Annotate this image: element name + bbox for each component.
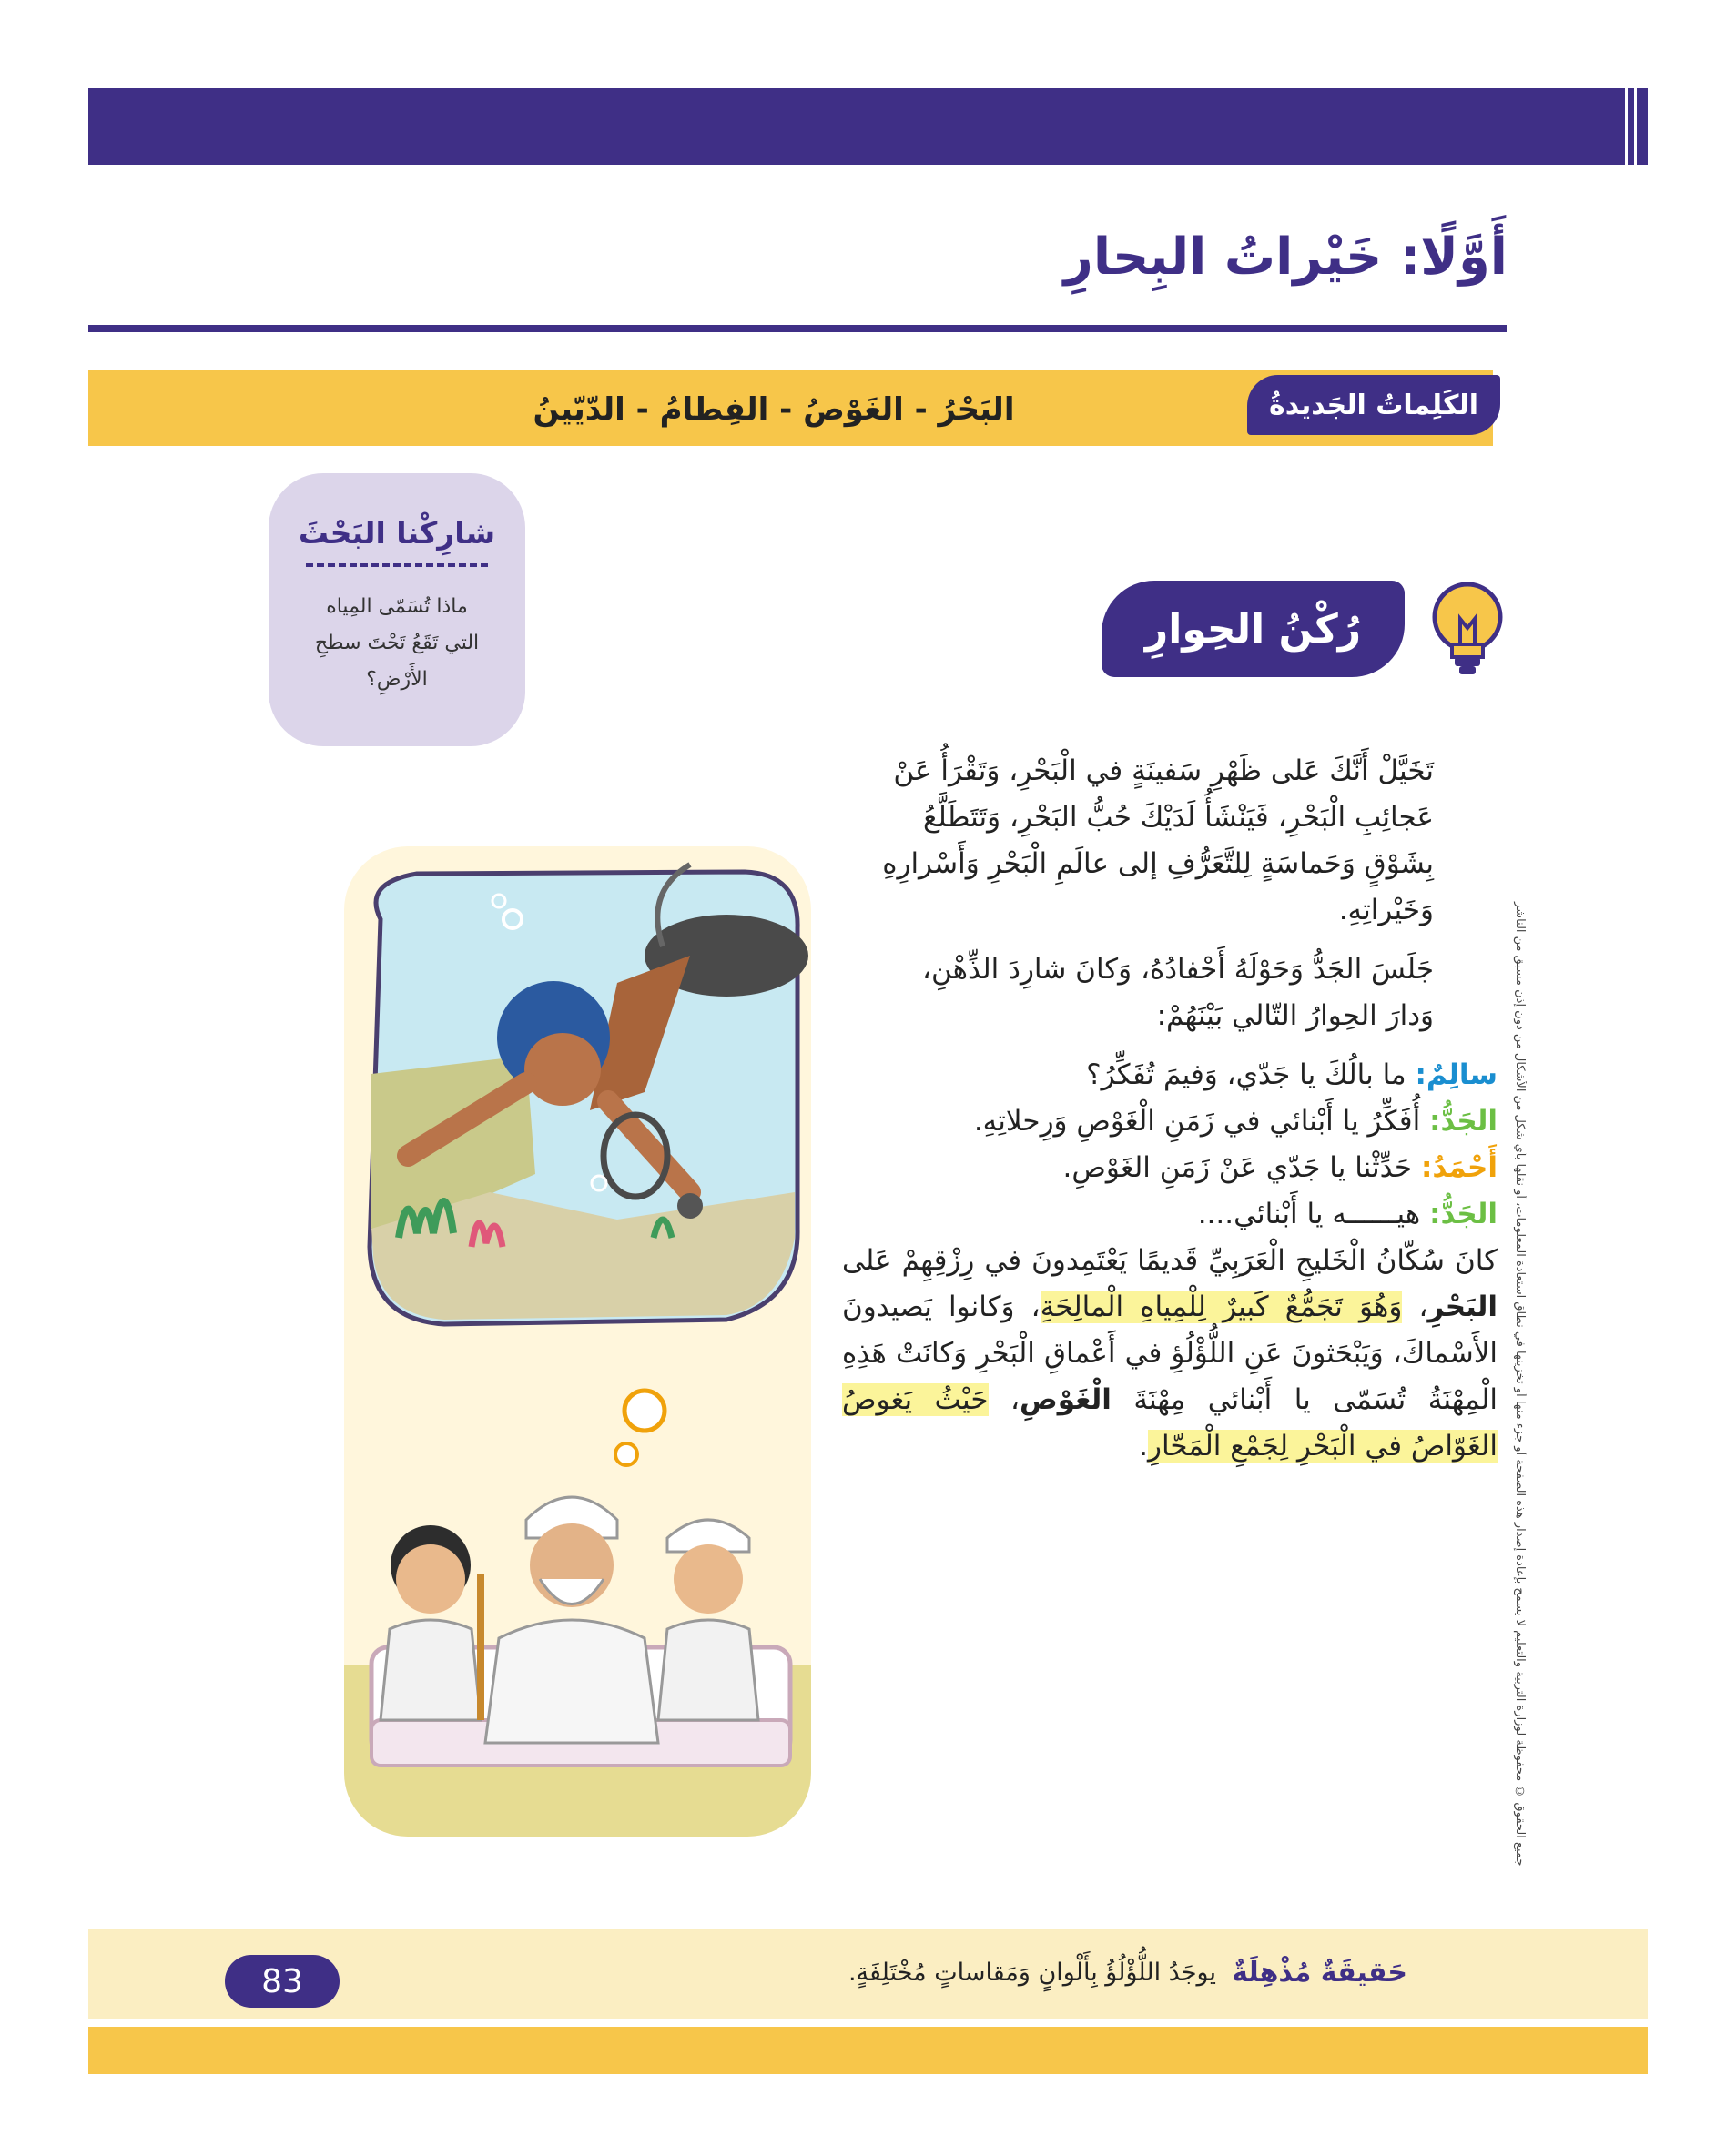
- speaker-grandpa: الجَدُّ:: [1429, 1105, 1498, 1138]
- title-divider: [88, 325, 1507, 332]
- narration-text: ،: [988, 1383, 1020, 1416]
- bottom-banner: [88, 2027, 1648, 2074]
- thought-bubble: [370, 865, 808, 1324]
- narration-text: ، وَكانوا يَصيدونَ الأَسْماكَ، وَيَبْحَثونَ عَنِ اللُّؤْلُؤِ في أَعْماقِ الْبَحْرِ وَكانَتْ هَذِهِ الْمِهْنَةُ تُسَمّى يا أَبْنائي مِهْنَةَ: [842, 1291, 1498, 1416]
- story-line: تَخَيَّلْ أَنَّكَ عَلى ظَهْرِ سَفينَةٍ في الْبَحْرِ، وَتَقْرَأُ عَنْ: [893, 754, 1434, 787]
- story-illustration: [344, 846, 811, 1837]
- speaker-grandpa: الجَدُّ:: [1429, 1198, 1498, 1230]
- research-box: [269, 473, 525, 746]
- story-line: بِشَوْقٍ وَحَماسَةٍ لِلتَّعَرُّفِ إلى عالَمِ الْبَحْرِ وَأَسْرارِهِ: [882, 847, 1434, 880]
- dialogue-corner-title: رُكْنُ الحِوارِ: [1102, 581, 1405, 677]
- research-question: ماذا تُسَمّى المِياه التي تَقَعُ تَحْتَ سطحِ الأَرْضِ؟: [314, 595, 480, 691]
- page-title: أَوَّلًا: خَيْراتُ البِحارِ: [1063, 228, 1508, 287]
- dashed-divider: [306, 563, 488, 567]
- story-line: وَخَيْراتِهِ.: [1338, 894, 1434, 926]
- lightbulb-icon: [1430, 581, 1505, 679]
- highlight-definition-diving: حَيْثُ يَغوصُ الغَوّاصُ في الْبَحْرِ لِجَمْعِ الْمَحّارِ: [842, 1383, 1498, 1463]
- dialogue-text: حَدِّثْنا يا جَدّي عَنْ زَمَنِ الغَوْصِ.: [1062, 1151, 1421, 1184]
- story-text: [842, 748, 1498, 1470]
- dialogue-line: [842, 1052, 1498, 1098]
- narration-text: كانَ سُكّانُ الْخَليجِ الْعَرَبِيِّ قَديمًا يَعْتَمِدونَ في رِزْقِهِمْ عَلى: [842, 1244, 1498, 1277]
- keyword-sea: البَحْرِ: [1427, 1291, 1498, 1323]
- page-number: 83: [225, 1955, 340, 2008]
- copyright-note: جميع الحقوق © محفوظة لوزارة التربية والتعليم لا يسمح بإعادة إصدار هذه الصفحة أو جزء منها أو تخزينها في نطاق استعادة المعلومات، أو نقلها بأي شكل من الأشكال من دون إذن مسبق من الناشر: [1513, 901, 1527, 1866]
- narration-paragraph: [842, 1238, 1498, 1470]
- dialogue-line: [842, 1098, 1498, 1145]
- dialogue-text: ما بالُكَ يا جَدّي، وَفيمَ تُفَكِّرُ؟: [1086, 1058, 1416, 1091]
- narration-text: .: [1139, 1430, 1148, 1463]
- dialogue-line: [842, 1191, 1498, 1238]
- top-banner: [88, 88, 1648, 165]
- new-words-label: الكَلِماتُ الجَديدةُ: [1247, 375, 1500, 435]
- speaker-salem: سالِمٌ:: [1415, 1058, 1498, 1091]
- narration-text: ،: [1402, 1291, 1428, 1323]
- highlight-definition-sea: وَهُوَ تَجَمُّعٌ كَبيرٌ لِلْمِياهِ الْمالِحَةِ: [1040, 1291, 1403, 1323]
- banner-stripe: [1634, 88, 1637, 165]
- keyword-diving: الْغَوْصِ: [1020, 1383, 1112, 1416]
- story-line: وَدارَ الحِوارُ التّالي بَيْنَهُمْ:: [1156, 999, 1434, 1032]
- dialogue-text: هيــــــه يا أَبْنائي....: [1197, 1198, 1430, 1230]
- dialogue-text: أُفَكِّرُ يا أَبْنائي في زَمَنِ الْغَوْصِ وَرِحلاتِهِ.: [973, 1105, 1430, 1138]
- banner-stripe: [1625, 88, 1628, 165]
- research-title: شارِكْنا البَحْثَ: [298, 515, 496, 551]
- speaker-ahmad: أَحْمَدُ:: [1420, 1151, 1498, 1184]
- fact-label: حَقيقَةٌ مُذْهِلَةٌ: [1232, 1957, 1407, 1989]
- dialogue-line: [842, 1145, 1498, 1191]
- new-words-list: البَحْرُ - الغَوْصُ - الفِطامُ - الدّيّينُ: [533, 391, 1015, 428]
- story-line: عَجائِبِ الْبَحْرِ، فَيَنْشَأُ لَدَيْكَ حُبُّ البَحْرِ، وَتَتَطَلَّعُ: [922, 801, 1434, 834]
- fact-text: يوجَدُ اللُّؤْلُؤُ بِأَلْوانٍ وَمَقاساتٍ مُخْتَلِفَةٍ.: [848, 1959, 1216, 1987]
- story-line: جَلَسَ الجَدُّ وَحَوْلَهُ أَحْفادُهُ، وَكانَ شارِدَ الذِّهْنِ،: [922, 953, 1434, 986]
